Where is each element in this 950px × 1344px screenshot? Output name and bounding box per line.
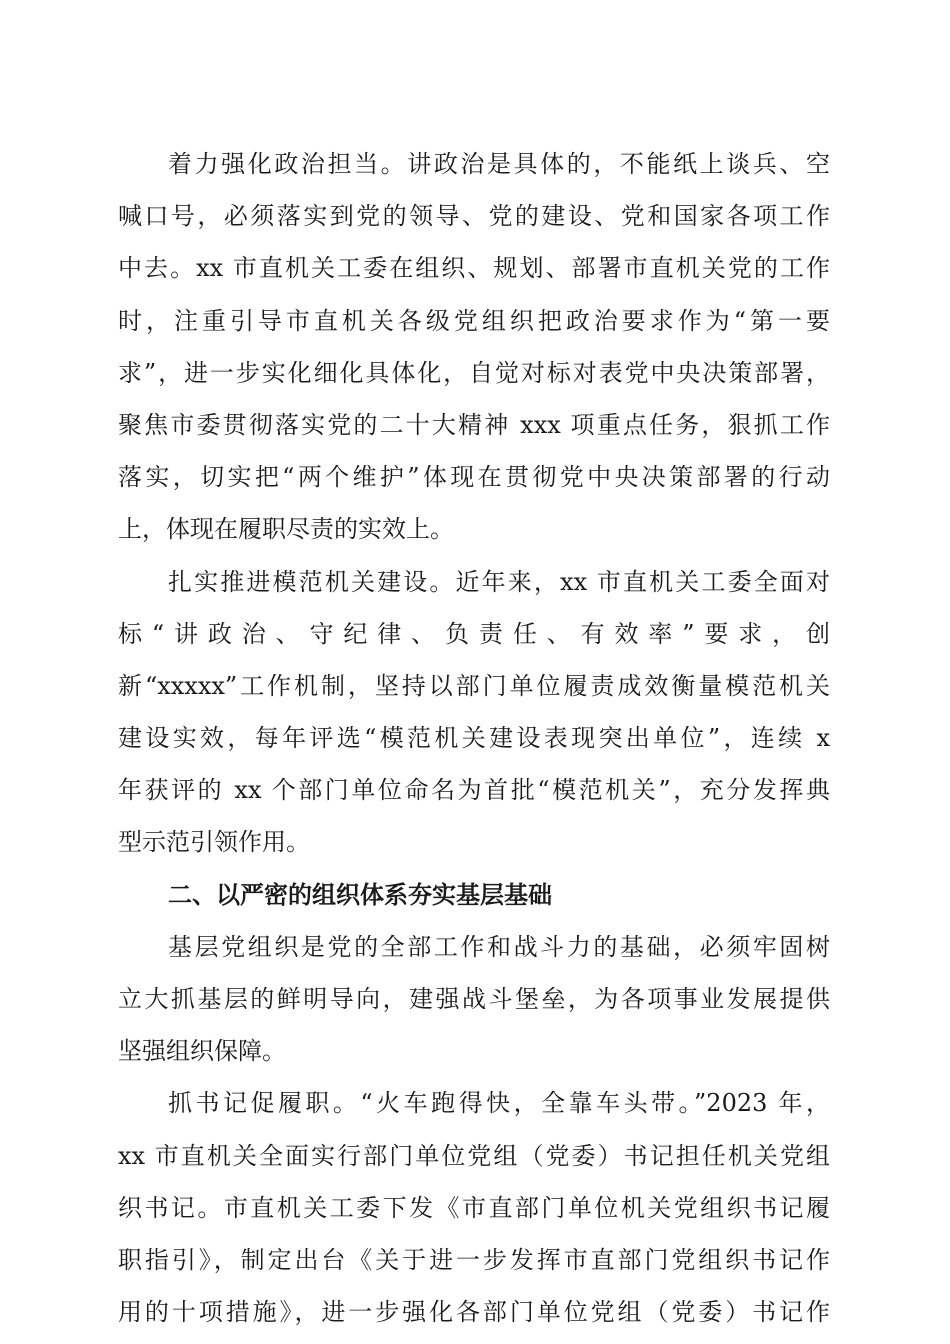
paragraph-secretary-line-2: xx 市直机关全面实行部门单位党组（党委）书记担任机关党组 — [118, 1141, 830, 1170]
paragraph-secretary-line-3: 织书记。市直机关工委下发《市直部门单位机关党组织书记履 — [118, 1193, 830, 1222]
paragraph-grassroots-line-3: 坚强组织保障。 — [118, 1037, 286, 1066]
paragraph-secretary-line-4: 职指引》，制定出台《关于进一步发挥市直部门党组织书记作 — [118, 1245, 830, 1274]
paragraph-model-organ-line-1: 扎实推进模范机关建设。近年来，xx 市直机关工委全面对 — [168, 567, 830, 596]
paragraph-political-responsibility-line-1: 着力强化政治担当。讲政治是具体的，不能纸上谈兵、空 — [168, 150, 830, 178]
paragraph-political-responsibility-line-6: 聚焦市委贯彻落实党的二十大精神 xxx 项重点任务，狠抓工作 — [118, 410, 830, 439]
paragraph-political-responsibility-line-4: 时，注重引导市直机关各级党组织把政治要求作为“第一要 — [118, 306, 830, 335]
paragraph-model-organ-line-4: 建设实效，每年评选“模范机关建设表现突出单位”，连续 x — [118, 724, 830, 753]
paragraph-model-organ-line-3: 新“xxxxx”工作机制，坚持以部门单位履责成效衡量模范机关 — [118, 671, 830, 700]
paragraph-secretary-line-5: 用的十项措施》，进一步强化各部门单位党组（党委）书记作 — [118, 1298, 830, 1327]
paragraph-model-organ-line-6: 型示范引领作用。 — [118, 828, 310, 857]
paragraph-political-responsibility-line-7: 落实，切实把“两个维护”体现在贯彻党中央决策部署的行动 — [118, 463, 830, 492]
section-heading-2: 二、以严密的组织体系夯实基层基础 — [168, 880, 552, 909]
paragraph-model-organ-line-2: 标“讲政治、守纪律、负责任、有效率”要求，创 — [118, 619, 830, 648]
paragraph-grassroots-line-2: 立大抓基层的鲜明导向，建强战斗堡垒，为各项事业发展提供 — [118, 985, 830, 1013]
paragraph-model-organ-line-5: 年获评的 xx 个部门单位命名为首批“模范机关”，充分发挥典 — [118, 776, 830, 805]
paragraph-secretary-line-1: 抓书记促履职。“火车跑得快，全靠车头带。”2023 年， — [168, 1089, 830, 1118]
document-body — [118, 138, 830, 1338]
paragraph-political-responsibility-line-2: 喊口号，必须落实到党的领导、党的建设、党和国家各项工作 — [118, 202, 830, 231]
paragraph-political-responsibility-line-5: 求”，进一步实化细化具体化，自觉对标对表党中央决策部署， — [118, 358, 830, 387]
paragraph-political-responsibility-line-8: 上，体现在履职尽责的实效上。 — [118, 515, 454, 544]
paragraph-grassroots-line-1: 基层党组织是党的全部工作和战斗力的基础，必须牢固树 — [168, 932, 830, 961]
paragraph-political-responsibility-line-3: 中去。xx 市直机关工委在组织、规划、部署市直机关党的工作 — [118, 254, 830, 283]
